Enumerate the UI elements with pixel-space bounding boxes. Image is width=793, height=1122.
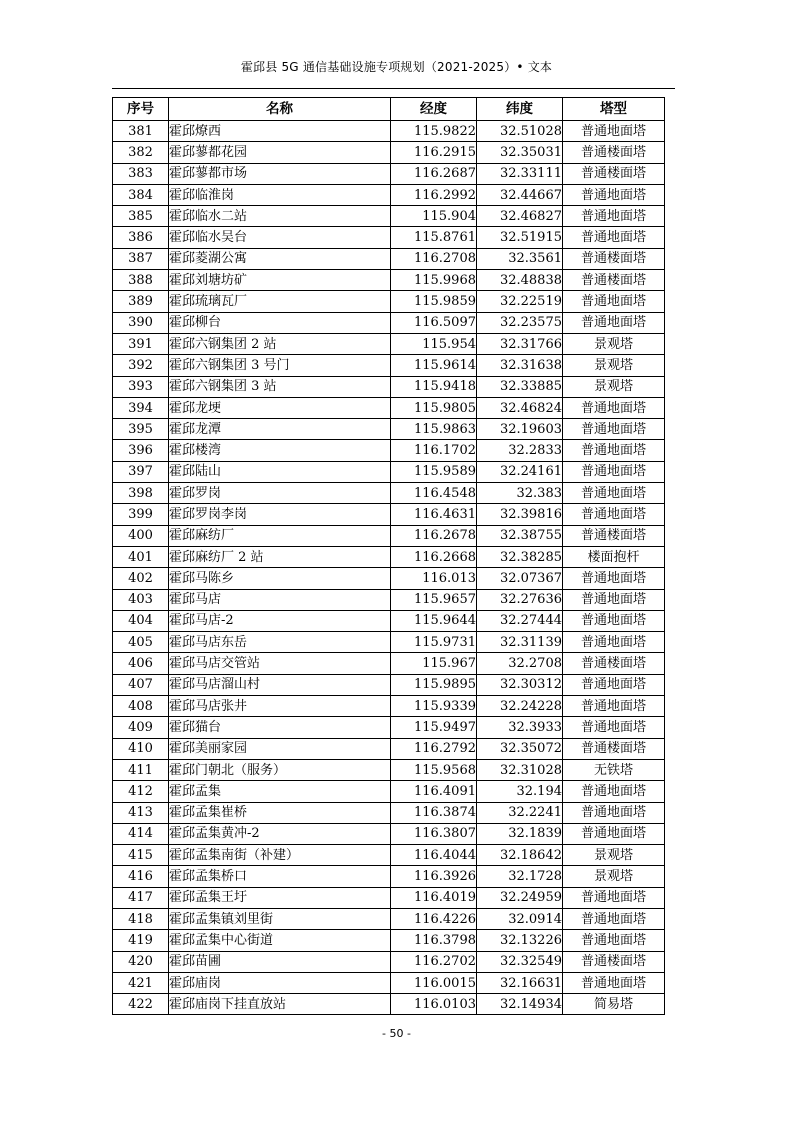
longitude-value: 115.9568 — [391, 759, 477, 780]
site-name: 霍邱琉璃瓦厂 — [169, 291, 391, 312]
table-row — [113, 291, 665, 312]
row-index: 420 — [113, 951, 169, 972]
row-index: 397 — [113, 461, 169, 482]
latitude-value: 32.51028 — [477, 121, 563, 142]
table-row — [113, 461, 665, 482]
site-name: 霍邱柳台 — [169, 312, 391, 333]
row-index: 399 — [113, 504, 169, 525]
longitude-value: 116.4044 — [391, 845, 477, 866]
tower-type: 普通楼面塔 — [563, 653, 665, 674]
row-index: 382 — [113, 142, 169, 163]
latitude-value: 32.33111 — [477, 163, 563, 184]
site-name: 霍邱马陈乡 — [169, 568, 391, 589]
row-index: 407 — [113, 674, 169, 695]
site-name: 霍邱孟集王圩 — [169, 887, 391, 908]
table-header-row — [113, 98, 665, 121]
latitude-value: 32.35072 — [477, 738, 563, 759]
row-index: 409 — [113, 717, 169, 738]
longitude-value: 115.9863 — [391, 419, 477, 440]
latitude-value: 32.38285 — [477, 546, 563, 567]
table-body — [113, 121, 665, 1015]
longitude-value: 115.9805 — [391, 397, 477, 418]
longitude-value: 115.9822 — [391, 121, 477, 142]
site-name: 霍邱临淮岗 — [169, 184, 391, 205]
site-name: 霍邱龙潭 — [169, 419, 391, 440]
site-name: 霍邱马店-2 — [169, 610, 391, 631]
latitude-value: 32.33885 — [477, 376, 563, 397]
latitude-value: 32.22519 — [477, 291, 563, 312]
site-name: 霍邱陆山 — [169, 461, 391, 482]
site-name: 霍邱马店溜山村 — [169, 674, 391, 695]
table-row — [113, 759, 665, 780]
tower-type: 普通地面塔 — [563, 908, 665, 929]
latitude-value: 32.18642 — [477, 845, 563, 866]
tower-type: 普通地面塔 — [563, 610, 665, 631]
row-index: 408 — [113, 696, 169, 717]
table-row — [113, 355, 665, 376]
row-index: 384 — [113, 184, 169, 205]
table-row — [113, 568, 665, 589]
latitude-value: 32.19603 — [477, 419, 563, 440]
table-row — [113, 227, 665, 248]
latitude-value: 32.24959 — [477, 887, 563, 908]
row-index: 417 — [113, 887, 169, 908]
tower-type: 普通地面塔 — [563, 568, 665, 589]
row-index: 387 — [113, 248, 169, 269]
longitude-value: 115.954 — [391, 333, 477, 354]
tower-type: 普通地面塔 — [563, 121, 665, 142]
tower-type: 楼面抱杆 — [563, 546, 665, 567]
tower-type: 普通地面塔 — [563, 419, 665, 440]
site-name: 霍邱龙埂 — [169, 397, 391, 418]
longitude-value: 115.8761 — [391, 227, 477, 248]
longitude-value: 116.2708 — [391, 248, 477, 269]
row-index: 404 — [113, 610, 169, 631]
site-name: 霍邱庙岗 — [169, 972, 391, 993]
table-row — [113, 994, 665, 1015]
table-row — [113, 674, 665, 695]
longitude-value: 116.4091 — [391, 781, 477, 802]
latitude-value: 32.16631 — [477, 972, 563, 993]
latitude-value: 32.27444 — [477, 610, 563, 631]
row-index: 398 — [113, 483, 169, 504]
latitude-value: 32.3561 — [477, 248, 563, 269]
tower-type: 景观塔 — [563, 845, 665, 866]
longitude-value: 116.4631 — [391, 504, 477, 525]
row-index: 416 — [113, 866, 169, 887]
longitude-value: 116.3874 — [391, 802, 477, 823]
tower-type: 普通地面塔 — [563, 184, 665, 205]
longitude-value: 116.2792 — [391, 738, 477, 759]
latitude-value: 32.31766 — [477, 333, 563, 354]
table-row — [113, 504, 665, 525]
longitude-value: 115.9731 — [391, 632, 477, 653]
table-row — [113, 632, 665, 653]
latitude-value: 32.31028 — [477, 759, 563, 780]
site-name: 霍邱猫台 — [169, 717, 391, 738]
tower-type: 普通地面塔 — [563, 461, 665, 482]
table-row — [113, 376, 665, 397]
latitude-value: 32.46824 — [477, 397, 563, 418]
row-index: 393 — [113, 376, 169, 397]
row-index: 396 — [113, 440, 169, 461]
site-name: 霍邱马店东岳 — [169, 632, 391, 653]
row-index: 422 — [113, 994, 169, 1015]
page-header-title: 霍邱县 5G 通信基础设施专项规划（2021-2025）• 文本 — [240, 60, 553, 74]
table-row — [113, 397, 665, 418]
table-row — [113, 930, 665, 951]
column-header-index: 序号 — [113, 98, 169, 121]
longitude-value: 116.2678 — [391, 525, 477, 546]
row-index: 394 — [113, 397, 169, 418]
longitude-value: 115.9339 — [391, 696, 477, 717]
tower-type: 普通地面塔 — [563, 589, 665, 610]
tower-type: 普通楼面塔 — [563, 951, 665, 972]
tower-type: 普通地面塔 — [563, 972, 665, 993]
site-name: 霍邱马店交管站 — [169, 653, 391, 674]
table-row — [113, 333, 665, 354]
table-row — [113, 802, 665, 823]
table-row — [113, 121, 665, 142]
row-index: 418 — [113, 908, 169, 929]
site-name: 霍邱罗岗李岗 — [169, 504, 391, 525]
latitude-value: 32.1839 — [477, 823, 563, 844]
longitude-value: 115.904 — [391, 206, 477, 227]
latitude-value: 32.44667 — [477, 184, 563, 205]
longitude-value: 115.9657 — [391, 589, 477, 610]
table-row — [113, 142, 665, 163]
table-row — [113, 908, 665, 929]
latitude-value: 32.46827 — [477, 206, 563, 227]
site-name: 霍邱蓼都花园 — [169, 142, 391, 163]
table-row — [113, 184, 665, 205]
latitude-value: 32.51915 — [477, 227, 563, 248]
tower-type: 普通地面塔 — [563, 802, 665, 823]
longitude-value: 116.4226 — [391, 908, 477, 929]
site-name: 霍邱苗圃 — [169, 951, 391, 972]
longitude-value: 116.4548 — [391, 483, 477, 504]
tower-type: 普通楼面塔 — [563, 142, 665, 163]
longitude-value: 116.013 — [391, 568, 477, 589]
table-row — [113, 610, 665, 631]
table-row — [113, 845, 665, 866]
site-name: 霍邱燎西 — [169, 121, 391, 142]
table-row — [113, 206, 665, 227]
row-index: 385 — [113, 206, 169, 227]
tower-type: 普通地面塔 — [563, 632, 665, 653]
latitude-value: 32.2833 — [477, 440, 563, 461]
longitude-value: 116.3807 — [391, 823, 477, 844]
header-divider — [112, 88, 675, 89]
site-name: 霍邱临水二站 — [169, 206, 391, 227]
row-index: 411 — [113, 759, 169, 780]
longitude-value: 115.9614 — [391, 355, 477, 376]
longitude-value: 115.9644 — [391, 610, 477, 631]
longitude-value: 115.9968 — [391, 270, 477, 291]
row-index: 403 — [113, 589, 169, 610]
row-index: 383 — [113, 163, 169, 184]
longitude-value: 116.4019 — [391, 887, 477, 908]
latitude-value: 32.31139 — [477, 632, 563, 653]
table-row — [113, 696, 665, 717]
longitude-value: 115.9418 — [391, 376, 477, 397]
table-row — [113, 951, 665, 972]
latitude-value: 32.383 — [477, 483, 563, 504]
row-index: 390 — [113, 312, 169, 333]
table-row — [113, 653, 665, 674]
row-index: 402 — [113, 568, 169, 589]
row-index: 406 — [113, 653, 169, 674]
table-row — [113, 270, 665, 291]
row-index: 412 — [113, 781, 169, 802]
latitude-value: 32.39816 — [477, 504, 563, 525]
site-name: 霍邱孟集 — [169, 781, 391, 802]
tower-type: 普通地面塔 — [563, 227, 665, 248]
table-row — [113, 483, 665, 504]
latitude-value: 32.23575 — [477, 312, 563, 333]
tower-type: 景观塔 — [563, 355, 665, 376]
tower-type: 普通地面塔 — [563, 483, 665, 504]
latitude-value: 32.13226 — [477, 930, 563, 951]
site-name: 霍邱麻纺厂 — [169, 525, 391, 546]
site-name: 霍邱六钢集团 3 站 — [169, 376, 391, 397]
table-row — [113, 546, 665, 567]
longitude-value: 116.2915 — [391, 142, 477, 163]
row-index: 415 — [113, 845, 169, 866]
tower-type: 普通楼面塔 — [563, 270, 665, 291]
site-name: 霍邱孟集桥口 — [169, 866, 391, 887]
tower-type: 无铁塔 — [563, 759, 665, 780]
latitude-value: 32.35031 — [477, 142, 563, 163]
site-name: 霍邱马店 — [169, 589, 391, 610]
tower-type: 景观塔 — [563, 376, 665, 397]
latitude-value: 32.31638 — [477, 355, 563, 376]
table-row — [113, 312, 665, 333]
tower-type: 普通地面塔 — [563, 504, 665, 525]
row-index: 405 — [113, 632, 169, 653]
site-name: 霍邱孟集黄冲-2 — [169, 823, 391, 844]
row-index: 421 — [113, 972, 169, 993]
tower-type: 普通地面塔 — [563, 312, 665, 333]
row-index: 391 — [113, 333, 169, 354]
row-index: 389 — [113, 291, 169, 312]
tower-type: 普通地面塔 — [563, 887, 665, 908]
site-name: 霍邱孟集崔桥 — [169, 802, 391, 823]
tower-type: 普通地面塔 — [563, 781, 665, 802]
latitude-value: 32.2241 — [477, 802, 563, 823]
table-row — [113, 738, 665, 759]
site-name: 霍邱孟集中心街道 — [169, 930, 391, 951]
latitude-value: 32.0914 — [477, 908, 563, 929]
site-name: 霍邱菱湖公寓 — [169, 248, 391, 269]
row-index: 392 — [113, 355, 169, 376]
table-row — [113, 419, 665, 440]
longitude-value: 116.2992 — [391, 184, 477, 205]
column-header-latitude: 纬度 — [477, 98, 563, 121]
site-name: 霍邱庙岗下挂直放站 — [169, 994, 391, 1015]
site-name: 霍邱孟集南街（补建） — [169, 845, 391, 866]
row-index: 410 — [113, 738, 169, 759]
tower-type: 普通楼面塔 — [563, 738, 665, 759]
table-row — [113, 717, 665, 738]
tower-type: 普通地面塔 — [563, 823, 665, 844]
table-row — [113, 781, 665, 802]
column-header-longitude: 经度 — [391, 98, 477, 121]
latitude-value: 32.27636 — [477, 589, 563, 610]
latitude-value: 32.48838 — [477, 270, 563, 291]
row-index: 386 — [113, 227, 169, 248]
longitude-value: 115.9859 — [391, 291, 477, 312]
longitude-value: 116.2687 — [391, 163, 477, 184]
latitude-value: 32.194 — [477, 781, 563, 802]
site-name: 霍邱美丽家园 — [169, 738, 391, 759]
tower-type: 普通地面塔 — [563, 930, 665, 951]
tower-type: 景观塔 — [563, 866, 665, 887]
column-header-tower-type: 塔型 — [563, 98, 665, 121]
site-name: 霍邱六钢集团 3 号门 — [169, 355, 391, 376]
site-name: 霍邱孟集镇刘里街 — [169, 908, 391, 929]
column-header-name: 名称 — [169, 98, 391, 121]
row-index: 388 — [113, 270, 169, 291]
longitude-value: 115.9895 — [391, 674, 477, 695]
tower-type: 普通楼面塔 — [563, 163, 665, 184]
row-index: 414 — [113, 823, 169, 844]
longitude-value: 116.0015 — [391, 972, 477, 993]
tower-type: 普通楼面塔 — [563, 525, 665, 546]
latitude-value: 32.32549 — [477, 951, 563, 972]
tower-site-table — [112, 97, 665, 1015]
table-row — [113, 589, 665, 610]
row-index: 401 — [113, 546, 169, 567]
tower-type: 普通地面塔 — [563, 291, 665, 312]
longitude-value: 116.1702 — [391, 440, 477, 461]
site-name: 霍邱马店张井 — [169, 696, 391, 717]
tower-type: 普通地面塔 — [563, 397, 665, 418]
tower-type: 普通地面塔 — [563, 440, 665, 461]
table-row — [113, 972, 665, 993]
row-index: 395 — [113, 419, 169, 440]
latitude-value: 32.30312 — [477, 674, 563, 695]
table-row — [113, 248, 665, 269]
site-name: 霍邱蓼都市场 — [169, 163, 391, 184]
site-name: 霍邱楼湾 — [169, 440, 391, 461]
site-name: 霍邱麻纺厂 2 站 — [169, 546, 391, 567]
tower-type: 景观塔 — [563, 333, 665, 354]
row-index: 400 — [113, 525, 169, 546]
longitude-value: 115.9497 — [391, 717, 477, 738]
site-name: 霍邱罗岗 — [169, 483, 391, 504]
longitude-value: 115.967 — [391, 653, 477, 674]
latitude-value: 32.14934 — [477, 994, 563, 1015]
table-row — [113, 887, 665, 908]
tower-type: 普通地面塔 — [563, 674, 665, 695]
table-row — [113, 525, 665, 546]
row-index: 419 — [113, 930, 169, 951]
longitude-value: 115.9589 — [391, 461, 477, 482]
row-index: 381 — [113, 121, 169, 142]
page-number: - 50 - — [382, 1027, 411, 1040]
row-index: 413 — [113, 802, 169, 823]
longitude-value: 116.5097 — [391, 312, 477, 333]
latitude-value: 32.07367 — [477, 568, 563, 589]
latitude-value: 32.24161 — [477, 461, 563, 482]
site-name: 霍邱临水吴台 — [169, 227, 391, 248]
tower-type: 普通地面塔 — [563, 696, 665, 717]
longitude-value: 116.3926 — [391, 866, 477, 887]
longitude-value: 116.2702 — [391, 951, 477, 972]
latitude-value: 32.1728 — [477, 866, 563, 887]
tower-type: 普通楼面塔 — [563, 248, 665, 269]
latitude-value: 32.2708 — [477, 653, 563, 674]
table-row — [113, 163, 665, 184]
table-row — [113, 440, 665, 461]
table-row — [113, 823, 665, 844]
latitude-value: 32.24228 — [477, 696, 563, 717]
tower-type: 简易塔 — [563, 994, 665, 1015]
longitude-value: 116.3798 — [391, 930, 477, 951]
site-name: 霍邱六钢集团 2 站 — [169, 333, 391, 354]
tower-type: 普通地面塔 — [563, 717, 665, 738]
tower-type: 普通地面塔 — [563, 206, 665, 227]
latitude-value: 32.3933 — [477, 717, 563, 738]
site-name: 霍邱刘塘坊矿 — [169, 270, 391, 291]
latitude-value: 32.38755 — [477, 525, 563, 546]
longitude-value: 116.0103 — [391, 994, 477, 1015]
site-name: 霍邱门朝北（服务） — [169, 759, 391, 780]
table-row — [113, 866, 665, 887]
longitude-value: 116.2668 — [391, 546, 477, 567]
